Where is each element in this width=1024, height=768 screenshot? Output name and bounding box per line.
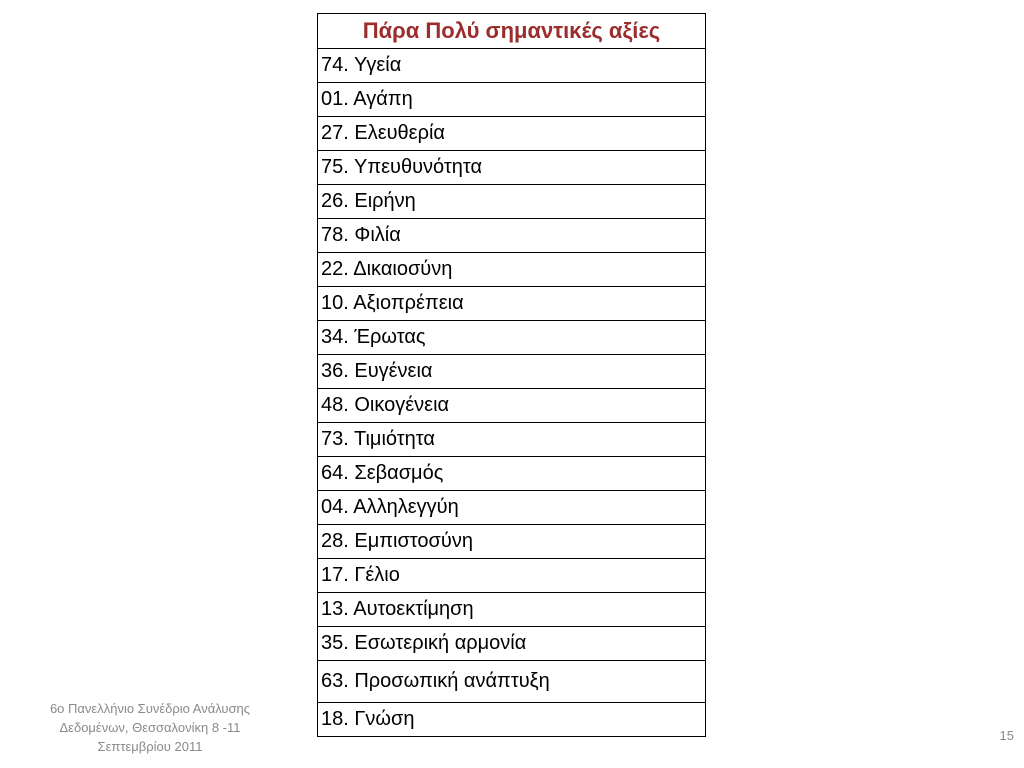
- table-cell: 63. Προσωπική ανάπτυξη: [318, 661, 706, 703]
- table-row: [318, 117, 706, 151]
- table-cell: 01. Αγάπη: [318, 83, 706, 117]
- table-cell: 04. Αλληλεγγύη: [318, 491, 706, 525]
- table-row: [318, 355, 706, 389]
- table-cell: 75. Υπευθυνότητα: [318, 151, 706, 185]
- table-cell: 34. Έρωτας: [318, 321, 706, 355]
- table-row: [318, 83, 706, 117]
- footer-line: Σεπτεμβρίου 2011: [97, 739, 203, 754]
- table-header-row: [318, 14, 706, 49]
- table-row: [318, 219, 706, 253]
- table-cell: 48. Οικογένεια: [318, 389, 706, 423]
- table-cell: 18. Γνώση: [318, 703, 706, 737]
- table-row: [318, 423, 706, 457]
- table-cell: 13. Αυτοεκτίμηση: [318, 593, 706, 627]
- table-cell: 36. Ευγένεια: [318, 355, 706, 389]
- table-row: [318, 253, 706, 287]
- table-row: [318, 703, 706, 737]
- table-row: [318, 287, 706, 321]
- table-cell: 27. Ελευθερία: [318, 117, 706, 151]
- table-row: [318, 321, 706, 355]
- table-cell: 28. Εμπιστοσύνη: [318, 525, 706, 559]
- table-cell: 17. Γέλιο: [318, 559, 706, 593]
- table-row: [318, 491, 706, 525]
- table-row: [318, 525, 706, 559]
- footer-line: Δεδομένων, Θεσσαλονίκη 8 -11: [59, 720, 241, 735]
- table-cell: 78. Φιλία: [318, 219, 706, 253]
- footer-conference-info: [20, 699, 280, 756]
- table-cell: 64. Σεβασμός: [318, 457, 706, 491]
- table-row: [318, 457, 706, 491]
- table-cell: 22. Δικαιοσύνη: [318, 253, 706, 287]
- page-number: 15: [999, 728, 1014, 743]
- table-row: [318, 593, 706, 627]
- table-row: [318, 389, 706, 423]
- table-row: [318, 627, 706, 661]
- table-cell: 74. Υγεία: [318, 49, 706, 83]
- table-row: [318, 559, 706, 593]
- table-cell: 10. Αξιοπρέπεια: [318, 287, 706, 321]
- footer-line: 6ο Πανελλήνιο Συνέδριο Ανάλυσης: [49, 701, 251, 716]
- table-cell: 26. Ειρήνη: [318, 185, 706, 219]
- table-row: [318, 661, 706, 703]
- table-row: [318, 49, 706, 83]
- table-row: [318, 185, 706, 219]
- table-cell: 73. Τιμιότητα: [318, 423, 706, 457]
- table-row: [318, 151, 706, 185]
- values-table: [317, 13, 706, 737]
- table-header: Πάρα Πολύ σημαντικές αξίες: [318, 14, 706, 49]
- table-cell: 35. Εσωτερική αρμονία: [318, 627, 706, 661]
